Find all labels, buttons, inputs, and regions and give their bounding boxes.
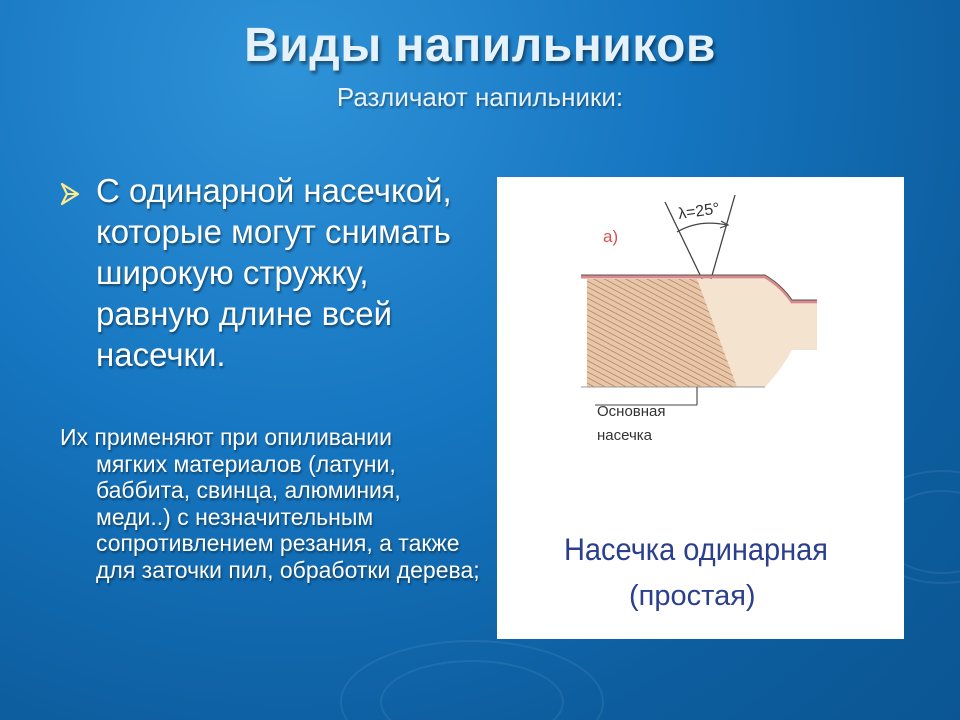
usage-paragraph-first-line: Их применяют при опиливании (60, 424, 392, 450)
figure-caption-line1: Насечка одинарная (564, 533, 829, 568)
slide-subtitle: Различают напильники: (336, 82, 624, 112)
file-cut-figure (497, 177, 904, 639)
file-cut-diagram (497, 177, 904, 639)
cut-label-line1: Основная (597, 403, 666, 420)
usage-paragraph (60, 424, 480, 583)
slide-title: Виды напильников (244, 19, 716, 72)
usage-paragraph-rest: мягких материалов (латуни, баббита, свинца, алюминия, меди..) с незначительным сопротивлением резания, а также для заточки пил, обработки дерева; (96, 450, 480, 583)
bullet-text: С одинарной насечкой, которые могут снимать широкую стружку, равную длине всей насечки. (96, 172, 452, 373)
angle-label: λ=25° (677, 200, 721, 223)
panel-label: а) (603, 227, 619, 246)
angle-arc (677, 223, 727, 232)
cut-label-line2: насечка (597, 427, 653, 444)
figure-caption-line2: (простая) (629, 580, 756, 612)
arrow-bullet-icon (58, 181, 84, 207)
